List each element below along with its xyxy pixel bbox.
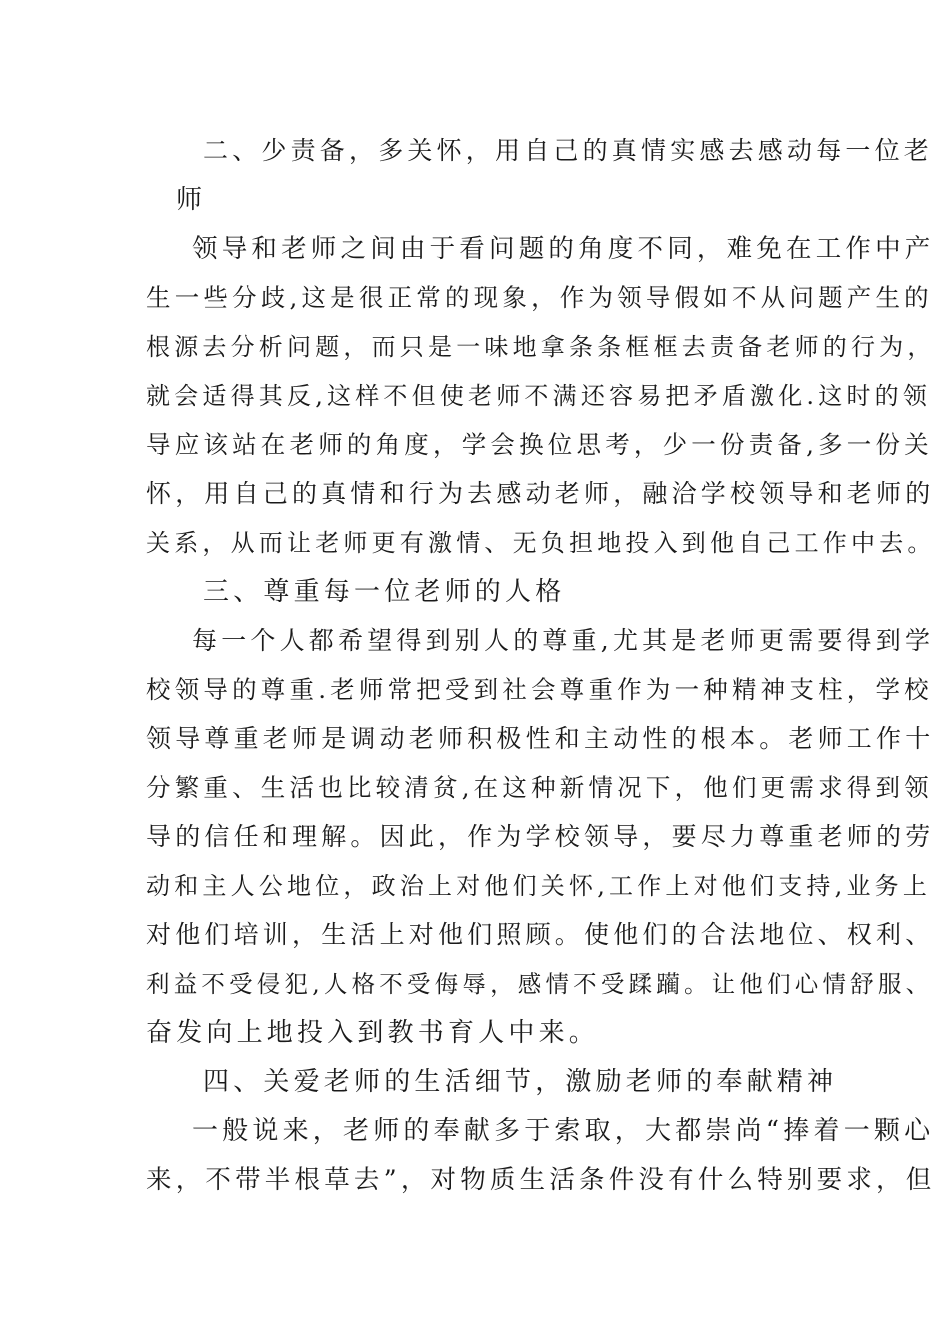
paragraph-line: 奋发向上地投入到教书育人中来。 — [146, 1018, 600, 1048]
paragraph-line: 校领导的尊重.老师常把受到社会尊重作为一种精神支柱，学校 — [146, 675, 933, 704]
paragraph-line: 来，不带半根草去”，对物质生活条件没有什么特别要求，但 — [146, 1165, 936, 1195]
paragraph-line: 每一个人都希望得到别人的尊重,尤其是老师更需要得到学 — [192, 626, 935, 655]
section-heading-3: 三、尊重每一位老师的人格 — [203, 577, 566, 607]
paragraph-line: 对他们培训，生活上对他们照顾。使他们的合法地位、权利、 — [146, 920, 935, 949]
section-heading-2: 二、少责备，多关怀，用自己的真情实感去感动每一位老 — [203, 136, 934, 165]
paragraph-line: 导的信任和理解。因此，作为学校领导，要尽力尊重老师的劳 — [146, 822, 935, 851]
paragraph-line: 怀，用自己的真情和行为去感动老师，融洽学校领导和老师的 — [146, 479, 935, 508]
paragraph-line: 领导和老师之间由于看问题的角度不同，难免在工作中产 — [192, 234, 935, 264]
paragraph-line: 领导尊重老师是调动老师积极性和主动性的根本。老师工作十 — [146, 724, 935, 753]
paragraph-line: 生一些分歧,这是很正常的现象，作为领导假如不从问题产生的 — [146, 283, 933, 312]
paragraph-line: 动和主人公地位，政治上对他们关怀,工作上对他们支持,业务上 — [146, 872, 932, 900]
paragraph-line: 就会适得其反,这样不但使老师不满还容易把矛盾激化.这时的领 — [146, 382, 932, 410]
paragraph-line: 导应该站在老师的角度，学会换位思考，少一份责备,多一份关 — [146, 430, 933, 459]
paragraph-line: 关系，从而让老师更有激情、无负担地投入到他自己工作中去。 — [146, 529, 936, 557]
section-heading-4: 四、关爱老师的生活细节，激励老师的奉献精神 — [203, 1067, 838, 1097]
paragraph-line: 根源去分析问题，而只是一味地拿条条框框去责备老师的行为， — [146, 333, 936, 361]
paragraph-line: 利益不受侵犯,人格不受侮辱，感情不受蹂躏。让他们心情舒服、 — [146, 970, 934, 998]
section-heading-2-cont: 师 — [176, 185, 207, 215]
paragraph-line: 分繁重、生活也比较清贫,在这种新情况下，他们更需求得到领 — [146, 773, 933, 802]
paragraph-line: 一般说来，老师的奉献多于索取，大都崇尚“捧着一颗心 — [192, 1116, 935, 1146]
